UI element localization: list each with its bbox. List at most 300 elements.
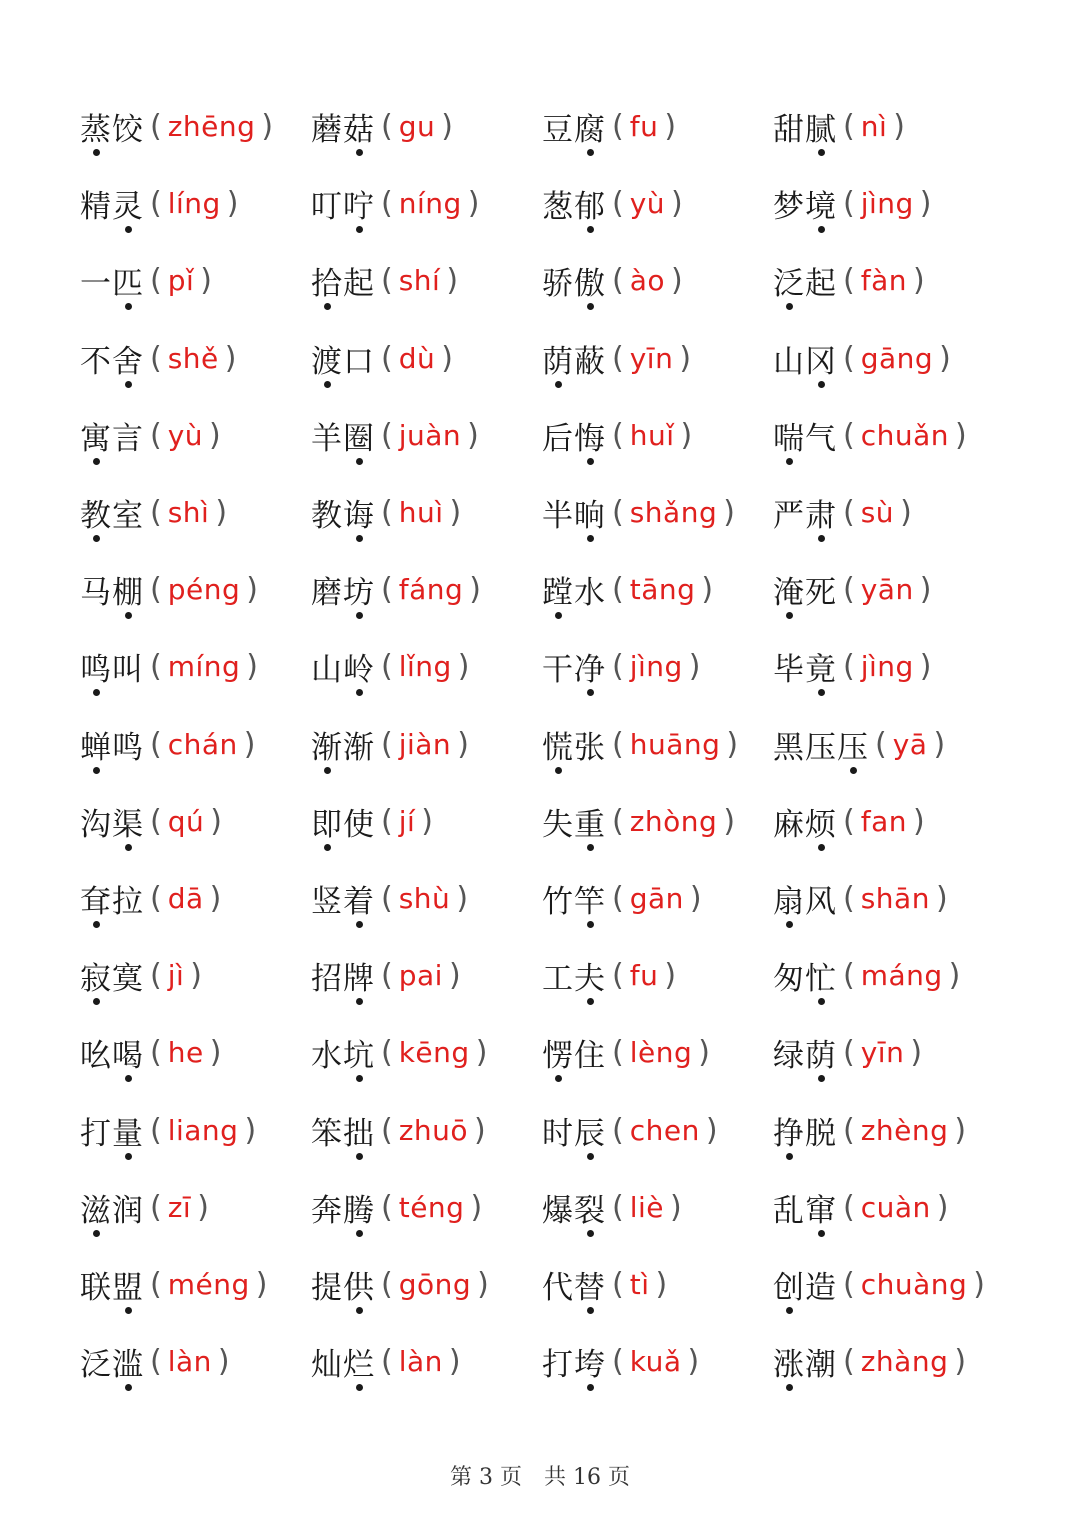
marked-character: 牌	[343, 953, 375, 998]
marked-character: 拾	[311, 258, 343, 303]
word	[80, 1339, 144, 1384]
marked-character: 慌	[542, 722, 574, 767]
pinyin-answer: qú	[167, 804, 205, 838]
open-paren: (	[381, 1189, 393, 1225]
open-paren: (	[843, 186, 855, 222]
marked-character: 烦	[805, 799, 837, 844]
word-entry	[773, 937, 1010, 1014]
character: 张	[574, 729, 606, 766]
character: 脱	[805, 1115, 837, 1152]
word	[311, 722, 375, 767]
character: 骄	[542, 266, 574, 303]
close-paren: )	[210, 803, 222, 839]
word-entry	[80, 551, 311, 628]
character: 沟	[80, 806, 112, 843]
character: 山	[773, 343, 805, 380]
open-paren: (	[843, 495, 855, 531]
pinyin-answer: huāng	[629, 727, 721, 761]
word-entry	[542, 937, 773, 1014]
open-paren: (	[381, 649, 393, 685]
close-paren: )	[448, 1344, 461, 1380]
close-paren: )	[655, 1266, 668, 1302]
open-paren: (	[381, 109, 393, 145]
pinyin-answer: níng	[398, 187, 462, 221]
open-paren: (	[843, 109, 855, 145]
character: 严	[773, 498, 805, 535]
open-paren: (	[150, 1344, 162, 1380]
word-entry	[311, 242, 542, 319]
word	[773, 104, 837, 149]
word-entry	[773, 860, 1010, 937]
close-paren: )	[217, 1344, 230, 1380]
marked-character: 圈	[343, 413, 375, 458]
close-paren: )	[441, 109, 453, 145]
close-paren: )	[467, 186, 480, 222]
marked-character: 渡	[311, 336, 343, 381]
open-paren: (	[612, 572, 624, 608]
open-paren: (	[843, 1112, 855, 1148]
word-entry	[773, 783, 1010, 860]
word-entry	[773, 1246, 1010, 1323]
word-entry	[542, 860, 773, 937]
marked-character: 腾	[343, 1185, 375, 1230]
marked-character: 替	[574, 1262, 606, 1307]
word	[773, 181, 837, 226]
word	[80, 722, 144, 767]
word-entry	[542, 783, 773, 860]
pinyin-answer: fan	[860, 804, 907, 838]
open-paren: (	[381, 572, 393, 608]
word	[80, 876, 144, 921]
word-entry	[311, 320, 542, 397]
marked-character: 渠	[112, 799, 144, 844]
marked-character: 着	[343, 876, 375, 921]
close-paren: )	[670, 1189, 682, 1225]
word-entry	[773, 1323, 1010, 1400]
pinyin-answer: zhēng	[167, 110, 256, 144]
character: 奔	[311, 1192, 343, 1229]
open-paren: (	[843, 958, 855, 994]
word	[311, 876, 375, 921]
word	[542, 413, 606, 458]
word-entry	[542, 320, 773, 397]
marked-character: 夫	[574, 953, 606, 998]
character: 竖	[311, 883, 343, 920]
marked-character: 忙	[805, 953, 837, 998]
character: 代	[542, 1269, 574, 1306]
word-entry	[542, 397, 773, 474]
open-paren: (	[150, 572, 162, 608]
pinyin-answer: chen	[629, 1113, 700, 1147]
word-entry	[80, 860, 311, 937]
word-entry	[80, 1323, 311, 1400]
word-entry	[542, 474, 773, 551]
close-paren: )	[664, 109, 677, 145]
word	[773, 644, 837, 689]
marked-character: 肃	[805, 490, 837, 535]
word-entry	[311, 628, 542, 705]
open-paren: (	[150, 263, 162, 299]
open-paren: (	[612, 340, 624, 376]
pinyin-answer: shě	[167, 341, 219, 375]
word	[311, 336, 375, 381]
open-paren: (	[612, 1266, 624, 1302]
character: 水	[574, 575, 606, 612]
marked-character: 涨	[773, 1339, 805, 1384]
marked-character: 量	[112, 1108, 144, 1153]
open-paren: (	[612, 109, 624, 145]
word-entry	[773, 706, 1010, 783]
marked-character: 挣	[773, 1108, 805, 1153]
character: 打	[80, 1115, 112, 1152]
character: 渐	[343, 729, 375, 766]
word	[773, 258, 837, 303]
marked-character: 岭	[343, 644, 375, 689]
character: 室	[112, 498, 144, 535]
word-entry	[311, 937, 542, 1014]
character: 死	[805, 575, 837, 612]
word	[80, 336, 144, 381]
open-paren: (	[381, 186, 393, 222]
pinyin-answer: míng	[167, 650, 241, 684]
character: 压	[805, 729, 837, 766]
word-entry	[80, 1246, 311, 1323]
marked-character: 窜	[805, 1185, 837, 1230]
pinyin-answer: jí	[398, 804, 416, 838]
word	[773, 1339, 837, 1384]
close-paren: )	[449, 495, 462, 531]
pinyin-answer: jìng	[860, 187, 914, 221]
character: 葱	[542, 189, 574, 226]
open-paren: (	[381, 417, 393, 453]
word	[773, 1030, 837, 1075]
pinyin-answer: gu	[398, 110, 436, 144]
character: 灿	[311, 1347, 343, 1384]
marked-character: 腻	[805, 104, 837, 149]
pinyin-answer: zhòng	[629, 804, 718, 838]
character: 鸣	[112, 729, 144, 766]
close-paren: )	[954, 1344, 967, 1380]
character: 马	[80, 575, 112, 612]
pinyin-answer: yù	[167, 418, 204, 452]
open-paren: (	[150, 186, 162, 222]
open-paren: (	[150, 649, 162, 685]
word	[80, 953, 144, 998]
word	[311, 1339, 375, 1384]
pinyin-answer: jìng	[629, 650, 683, 684]
character: 拉	[112, 883, 144, 920]
pinyin-answer: zhèng	[860, 1113, 949, 1147]
word-entry	[542, 1246, 773, 1323]
close-paren: )	[933, 726, 946, 762]
character: 乱	[773, 1192, 805, 1229]
open-paren: (	[612, 186, 624, 222]
character: 时	[542, 1115, 574, 1152]
character: 豆	[542, 112, 574, 149]
character: 精	[80, 189, 112, 226]
pinyin-answer: gōng	[398, 1267, 472, 1301]
open-paren: (	[381, 495, 393, 531]
pinyin-answer: gāng	[860, 341, 934, 375]
marked-character: 扇	[773, 876, 805, 921]
pinyin-answer: méng	[167, 1267, 250, 1301]
pinyin-answer: zhuō	[398, 1113, 469, 1147]
marked-character: 郁	[574, 181, 606, 226]
character: 起	[805, 266, 837, 303]
word-entry	[311, 1246, 542, 1323]
character: 不	[80, 343, 112, 380]
word	[542, 1185, 606, 1230]
word	[311, 799, 375, 844]
character: 寞	[112, 961, 144, 998]
marked-character: 拙	[343, 1108, 375, 1153]
open-paren: (	[381, 1266, 393, 1302]
open-paren: (	[843, 803, 855, 839]
open-paren: (	[843, 572, 855, 608]
open-paren: (	[150, 958, 162, 994]
close-paren: )	[671, 263, 683, 299]
open-paren: (	[843, 1189, 855, 1225]
character: 半	[542, 498, 574, 535]
open-paren: (	[381, 803, 393, 839]
marked-character: 喝	[112, 1030, 144, 1075]
pinyin-answer: pǐ	[167, 264, 195, 298]
word	[80, 490, 144, 535]
word	[773, 876, 837, 921]
word-entry	[80, 783, 311, 860]
close-paren: )	[893, 109, 905, 145]
pinyin-answer: lèng	[629, 1036, 693, 1070]
open-paren: (	[150, 1035, 162, 1071]
open-paren: (	[150, 495, 162, 531]
word-entry	[311, 1169, 542, 1246]
word	[311, 644, 375, 689]
pinyin-answer: zī	[167, 1190, 192, 1224]
close-paren: )	[456, 880, 469, 916]
pinyin-answer: fáng	[398, 573, 464, 607]
word	[542, 181, 606, 226]
close-paren: )	[936, 1189, 949, 1225]
character: 气	[805, 420, 837, 457]
word	[311, 1030, 375, 1075]
pinyin-answer: shǎng	[629, 496, 718, 530]
open-paren: (	[843, 649, 855, 685]
pinyin-answer: shān	[860, 881, 930, 915]
pinyin-answer: ào	[629, 264, 666, 298]
word-entry	[542, 242, 773, 319]
marked-character: 压	[837, 722, 869, 767]
close-paren: )	[457, 649, 470, 685]
marked-character: 晌	[574, 490, 606, 535]
character: 竹	[542, 883, 574, 920]
open-paren: (	[150, 726, 162, 762]
pinyin-answer: péng	[167, 573, 241, 607]
word-entry	[773, 88, 1010, 165]
word	[542, 104, 606, 149]
open-paren: (	[612, 417, 624, 453]
open-paren: (	[381, 958, 393, 994]
marked-character: 愣	[542, 1030, 574, 1075]
word-entry	[80, 1169, 311, 1246]
pinyin-answer: he	[167, 1036, 204, 1070]
marked-character: 灵	[112, 181, 144, 226]
word	[80, 1030, 144, 1075]
close-paren: )	[919, 649, 932, 685]
character: 泛	[80, 1347, 112, 1384]
marked-character: 寂	[80, 953, 112, 998]
open-paren: (	[612, 1112, 624, 1148]
word	[773, 413, 837, 458]
open-paren: (	[612, 649, 624, 685]
close-paren: )	[243, 726, 256, 762]
word-entry	[80, 242, 311, 319]
marked-character: 咛	[343, 181, 375, 226]
open-paren: (	[381, 1035, 393, 1071]
close-paren: )	[900, 495, 912, 531]
marked-character: 重	[574, 799, 606, 844]
word	[311, 953, 375, 998]
word	[311, 1262, 375, 1307]
pinyin-answer: fu	[629, 959, 659, 993]
character: 叫	[112, 652, 144, 689]
marked-character: 鸣	[80, 644, 112, 689]
open-paren: (	[381, 340, 393, 376]
close-paren: )	[469, 572, 481, 608]
word-entry	[80, 397, 311, 474]
word-entry	[80, 88, 311, 165]
character: 叮	[311, 189, 343, 226]
open-paren: (	[843, 263, 855, 299]
close-paren: )	[246, 572, 258, 608]
close-paren: )	[477, 1266, 489, 1302]
pinyin-answer: jiàn	[398, 727, 452, 761]
word-entry	[542, 165, 773, 242]
word-entry	[542, 1014, 773, 1091]
word	[542, 722, 606, 767]
marked-character: 辰	[574, 1108, 606, 1153]
marked-character: 即	[311, 799, 343, 844]
character: 言	[112, 420, 144, 457]
word	[542, 1262, 606, 1307]
marked-character: 喘	[773, 413, 805, 458]
word	[80, 413, 144, 458]
character: 起	[343, 266, 375, 303]
open-paren: (	[612, 880, 624, 916]
word	[773, 1185, 837, 1230]
word-entry	[311, 165, 542, 242]
word	[773, 722, 869, 767]
word	[542, 336, 606, 381]
character: 使	[343, 806, 375, 843]
page-footer: 第 3 页 共 16 页	[450, 1465, 630, 1490]
pinyin-answer: kēng	[398, 1036, 470, 1070]
marked-character: 教	[80, 490, 112, 535]
word-entry	[311, 860, 542, 937]
word-entry	[311, 1091, 542, 1168]
character: 潮	[805, 1347, 837, 1384]
close-paren: )	[209, 1035, 222, 1071]
pinyin-answer: kuǎ	[629, 1345, 682, 1379]
word	[80, 799, 144, 844]
character: 招	[311, 961, 343, 998]
word	[542, 799, 606, 844]
word-entry	[80, 1014, 311, 1091]
word-entry	[773, 397, 1010, 474]
pinyin-answer: juàn	[398, 418, 462, 452]
marked-character: 淹	[773, 567, 805, 612]
open-paren: (	[381, 1112, 393, 1148]
close-paren: )	[687, 1344, 700, 1380]
character: 失	[542, 806, 574, 843]
close-paren: )	[244, 1112, 257, 1148]
marked-character: 裂	[574, 1185, 606, 1230]
pinyin-answer: nì	[860, 110, 888, 144]
close-paren: )	[705, 1112, 718, 1148]
open-paren: (	[843, 880, 855, 916]
character: 风	[805, 883, 837, 920]
word	[542, 1030, 606, 1075]
character: 联	[80, 1269, 112, 1306]
close-paren: )	[421, 803, 433, 839]
close-paren: )	[698, 1035, 710, 1071]
open-paren: (	[381, 880, 393, 916]
close-paren: )	[209, 417, 221, 453]
close-paren: )	[954, 1112, 967, 1148]
character: 工	[542, 961, 574, 998]
word-entry	[80, 320, 311, 397]
close-paren: )	[255, 1266, 268, 1302]
close-paren: )	[912, 803, 925, 839]
open-paren: (	[381, 263, 393, 299]
marked-character: 烂	[343, 1339, 375, 1384]
open-paren: (	[612, 263, 624, 299]
word	[773, 1108, 837, 1153]
word-entry	[542, 1091, 773, 1168]
word-entry	[311, 551, 542, 628]
marked-character: 蝉	[80, 722, 112, 767]
word	[773, 567, 837, 612]
character: 一	[80, 266, 112, 303]
marked-character: 净	[574, 644, 606, 689]
close-paren: )	[955, 417, 967, 453]
marked-character: 坊	[343, 567, 375, 612]
word	[311, 181, 375, 226]
open-paren: (	[381, 726, 393, 762]
open-paren: (	[150, 109, 162, 145]
pinyin-answer: dù	[398, 341, 436, 375]
close-paren: )	[467, 417, 479, 453]
close-paren: )	[723, 803, 736, 839]
word	[311, 567, 375, 612]
marked-character: 冈	[805, 336, 837, 381]
word	[311, 1185, 375, 1230]
close-paren: )	[701, 572, 714, 608]
marked-character: 盟	[112, 1262, 144, 1307]
word	[773, 1262, 837, 1307]
character: 爆	[542, 1192, 574, 1229]
word	[773, 953, 837, 998]
close-paren: )	[200, 263, 212, 299]
pinyin-answer: shù	[398, 881, 451, 915]
character: 蔽	[574, 343, 606, 380]
pinyin-answer: yù	[629, 187, 666, 221]
close-paren: )	[935, 880, 948, 916]
character: 山	[311, 652, 343, 689]
open-paren: (	[612, 803, 624, 839]
character: 匆	[773, 961, 805, 998]
pinyin-answer: zhàng	[860, 1345, 949, 1379]
character: 麻	[773, 806, 805, 843]
